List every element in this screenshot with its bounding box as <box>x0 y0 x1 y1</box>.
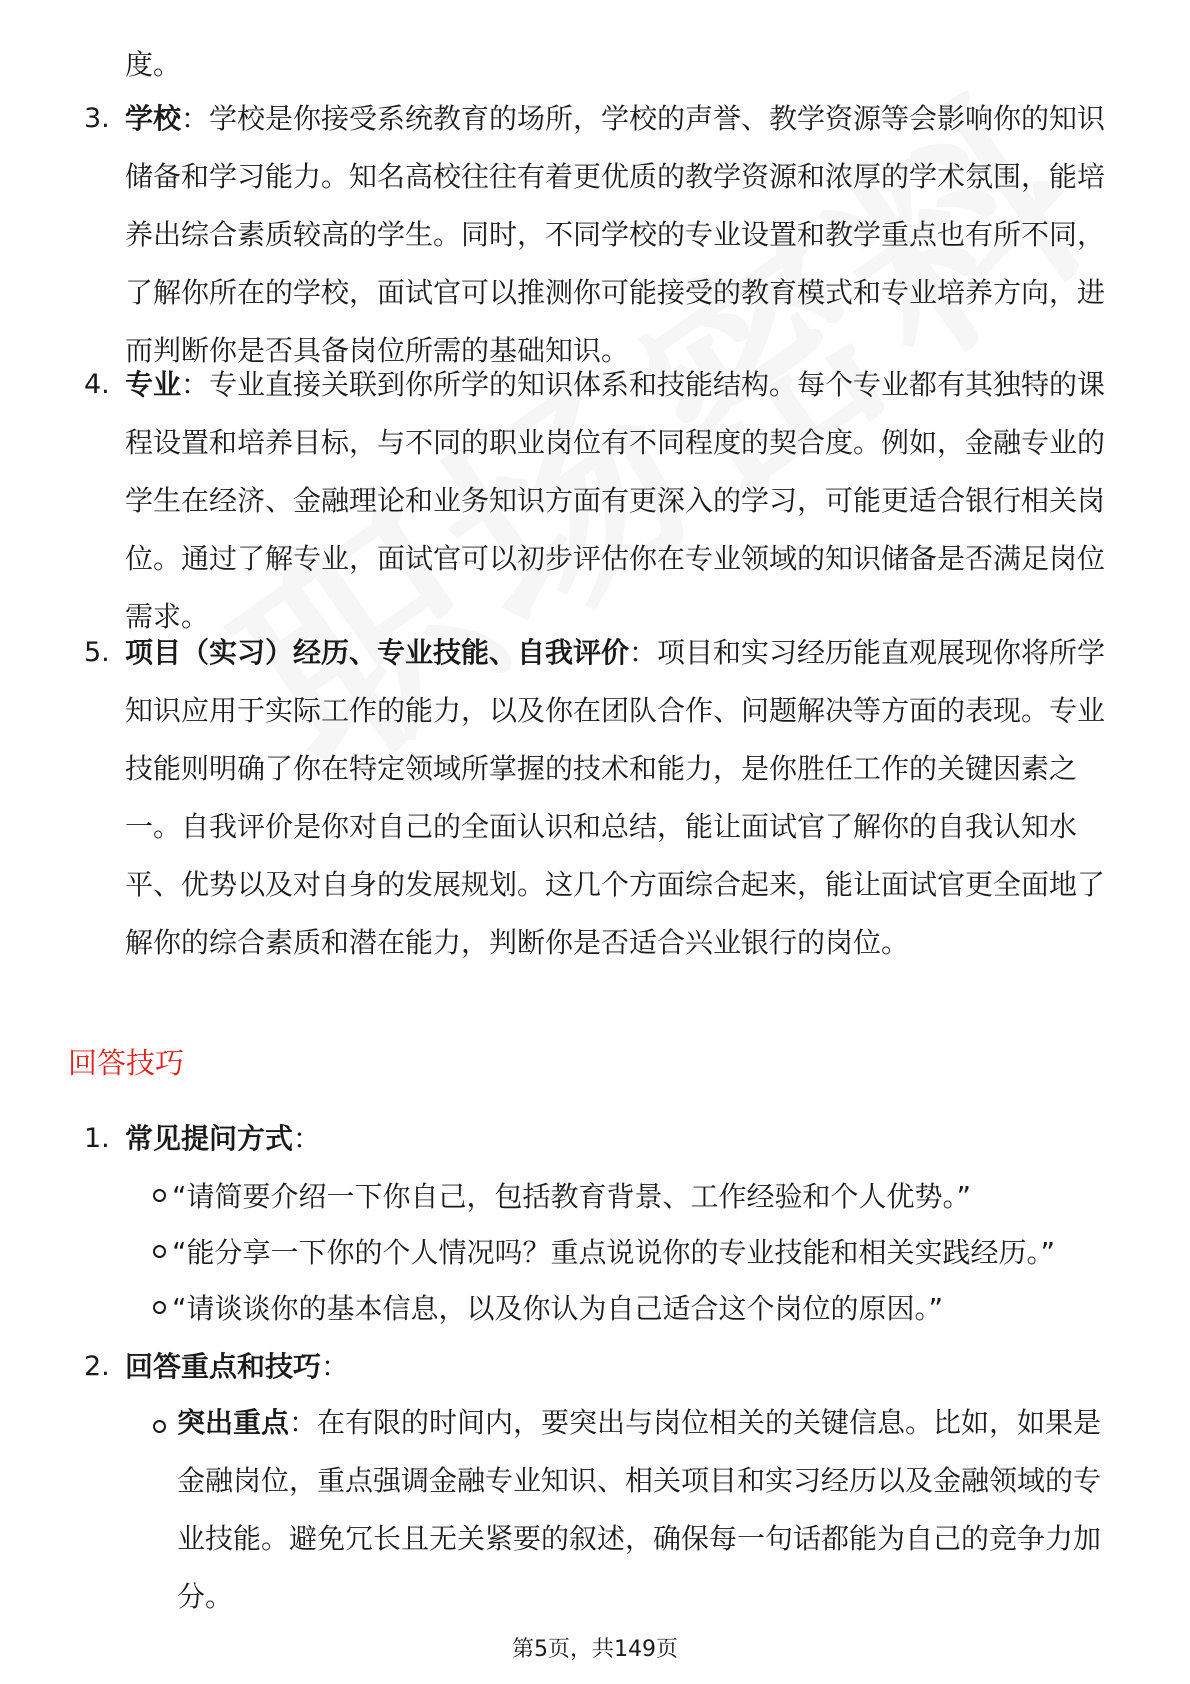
item-number: 3. <box>84 103 110 134</box>
sub-bullet-text: 在有限的时间内，要突出与岗位相关的关键信息。比如，如果是金融岗位，重点强调金融专业知识、相关项目和实习经历以及金融领域的专业技能。避免冗长且无关紧要的叙述，确保每一句话都能为自己的竞争力加分。 <box>177 1406 1102 1613</box>
bullet-item: “请谈谈你的基本信息，以及你认为自己适合这个岗位的原因。” <box>153 1280 1113 1338</box>
list-item: 学校：学校是你接受系统教育的场所，学校的声誉、教学资源等会影响你的知识储备和学习能力。知名高校往往有着更优质的教学资源和浓厚的学术氛围，能培养出综合素质较高的学生。同时，不同学校的专业设置和教学重点也有所不同，了解你所在的学校，面试官可以推测你可能接受的教育模式和专业培养方向，进而判断你是否具备岗位所需的基础知识。 <box>125 102 1106 367</box>
item-text: 学校是你接受系统教育的场所，学校的声誉、教学资源等会影响你的知识储备和学习能力。知名高校往往有着更优质的教学资源和浓厚的学术氛围，能培养出综合素质较高的学生。同时，不同学校的专业设置和教学重点也有所不同，了解你所在的学校，面试官可以推测你可能接受的教育模式和专业培养方向，进而判断你是否具备岗位所需的基础知识。 <box>125 102 1106 367</box>
section-item-title: 常见提问方式 <box>125 1122 294 1155</box>
section-item-title: 回答重点和技巧 <box>125 1350 322 1383</box>
sub-bullet-title: 突出重点 <box>177 1406 290 1439</box>
section-item: 常见提问方式： <box>125 1122 322 1155</box>
section-title: 回答技巧 <box>68 1046 185 1080</box>
bullet-circle-icon <box>153 1245 166 1258</box>
item-title: 学校 <box>125 102 182 135</box>
bullet-circle-icon <box>153 1189 166 1202</box>
item-text: 专业直接关联到你所学的知识体系和技能结构。每个专业都有其独特的课程设置和培养目标，与不同的职业岗位有不同程度的契合度。例如，金融专业的学生在经济、金融理论和业务知识方面有更深入的学习，可能更适合银行相关岗位。通过了解专业，面试官可以初步评估你在专业领域的知识储备是否满足岗位需求。 <box>125 368 1106 633</box>
item-number: 4. <box>84 369 110 400</box>
item-title: 项目（实习）经历、专业技能、自我评价 <box>125 636 630 669</box>
item-number: 5. <box>84 637 110 668</box>
bullet-circle-icon <box>153 1420 166 1433</box>
section-item: 回答重点和技巧： <box>125 1350 350 1383</box>
bullet-item: “请简要介绍一下你自己，包括教育背景、工作经验和个人优势。” <box>153 1168 1113 1226</box>
item-title: 专业 <box>125 368 182 401</box>
continued-text: 度。 <box>125 48 182 81</box>
bullet-item: “能分享一下你的个人情况吗？重点说说你的专业技能和相关实践经历。” <box>153 1224 1113 1282</box>
item-text: 项目和实习经历能直观展现你将所学知识应用于实际工作的能力，以及你在团队合作、问题解决等方面的表现。专业技能则明确了你在特定领域所掌握的技术和能力，是你胜任工作的关键因素之一。自我评价是你对自己的全面认识和总结，能让面试官了解你的自我认知水平、优势以及对自身的发展规划。这几个方面综合起来，能让面试官更全面地了解你的综合素质和潜在能力，判断你是否适合兴业银行的岗位。 <box>125 636 1106 959</box>
list-item: 专业：专业直接关联到你所学的知识体系和技能结构。每个专业都有其独特的课程设置和培养目标，与不同的职业岗位有不同程度的契合度。例如，金融专业的学生在经济、金融理论和业务知识方面有更深入的学习，可能更适合银行相关岗位。通过了解专业，面试官可以初步评估你在专业领域的知识储备是否满足岗位需求。 <box>125 368 1106 633</box>
bullet-circle-icon <box>153 1301 166 1314</box>
page-number: 第5页，共149页 <box>512 1637 678 1662</box>
sub-bullet-item: 突出重点：在有限的时间内，要突出与岗位相关的关键信息。比如，如果是金融岗位，重点强调金融专业知识、相关项目和实习经历以及金融领域的专业技能。避免冗长且无关紧要的叙述，确保每一句话都能为自己的竞争力加分。 <box>177 1406 1102 1613</box>
section-item-number: 2. <box>84 1351 110 1382</box>
list-item: 项目（实习）经历、专业技能、自我评价：项目和实习经历能直观展现你将所学知识应用于实际工作的能力，以及你在团队合作、问题解决等方面的表现。专业技能则明确了你在特定领域所掌握的技术和能力，是你胜任工作的关键因素之一。自我评价是你对自己的全面认识和总结，能让面试官了解你的自我认知水平、优势以及对自身的发展规划。这几个方面综合起来，能让面试官更全面地了解你的综合素质和潜在能力，判断你是否适合兴业银行的岗位。 <box>125 636 1106 959</box>
section-item-number: 1. <box>84 1123 110 1154</box>
